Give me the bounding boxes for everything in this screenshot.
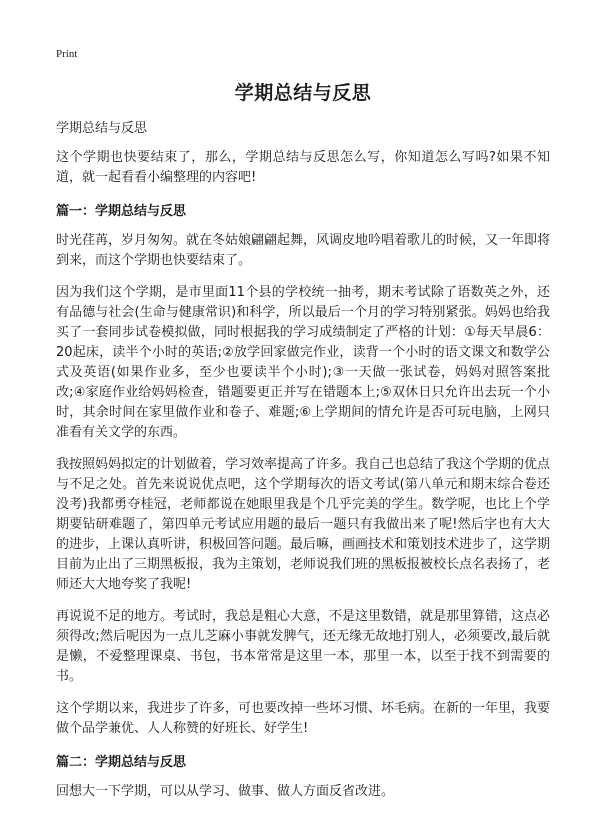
document-body [56,78,550,814]
paragraph: 这个学期以来，我进步了许多，可也要改掉一些坏习惯、坏毛病。在新的一年里，我要做个品学兼优、人人称赞的好班长、好学生! [56,701,551,736]
intro-paragraph: 这个学期也快要结束了，那么，学期总结与反思怎么写，你知道怎么写吗?如果不知道，就一起看看小编整理的内容吧! [56,150,550,185]
paragraph: 时光荏苒，岁月匆匆。就在冬姑娘翩翩起舞，风调皮地吟唱着歌儿的时候，又一年即将到来，而这个学期也快要结束了。 [56,233,551,268]
section-heading-1: 篇一：学期总结与反思 [56,204,187,219]
paragraph: 回想大一下学期，可以从学习、做事、做人方面反省改进。 [56,784,395,799]
print-link[interactable]: Print [56,48,78,60]
paragraph: 再说说不足的地方。考试时，我总是粗心大意，不是这里数错，就是那里算错，这点必须得改;然后呢因为一点儿芝麻小事就发脾气，还无缘无故地打别人，必须要改,最后就是懒，不爱整理课桌、书包，书本常常是这里一本，那里一本，以至于找不到需要的书。 [56,609,551,684]
paragraph: 我按照妈妈拟定的计划做着，学习效率提高了许多。我自己也总结了我这个学期的优点与不足之处。首先来说说优点吧，这个学期每次的语文考试(第八单元和期末综合卷还没考)我都勇夺桂冠，老师都说在她眼里我是个几乎完美的学生。数学呢，也比上个学期要钻研难题了，第四单元考试应用题的最后一题只有我做出来了呢!然后字也有大大的进步，上课认真听讲，积极回答问题。最后嘛，画画技术和策划技术进步了，这学期目前为止出了三期黑板报，我为主策划，老师说我们班的黑板报被校长点名表扬了，老师还大大地夸奖了我呢! [56,457,551,592]
paragraph: 因为我们这个学期，是市里面11个县的学校统一抽考，期末考试除了语数英之外，还有品德与社会(生命与健康常识)和科学，所以最后一个月的学习特别紧张。妈妈也给我买了一套同步试卷模拟做，同时根据我的学习成绩制定了严格的计划：①每天早晨6：20起床，读半个小时的英语;②放学回家做完作业，读背一个小时的语文课文和数学公式及英语(如果作业多，至少也要读半个小时);③一天做一张试卷，妈妈对照答案批改;④家庭作业给妈妈检查，错题要更正并写在错题本上;⑤双休日只允许出去玩一个小时，其余时间在家里做作业和卷子、难题;⑥上学期间的情允许是否可玩电脑，上网只准看有关文学的东西。 [56,285,550,440]
page-title: 学期总结与反思 [234,82,372,104]
section-heading-2: 篇二：学期总结与反思 [56,755,187,770]
document-subtitle: 学期总结与反思 [56,121,148,136]
